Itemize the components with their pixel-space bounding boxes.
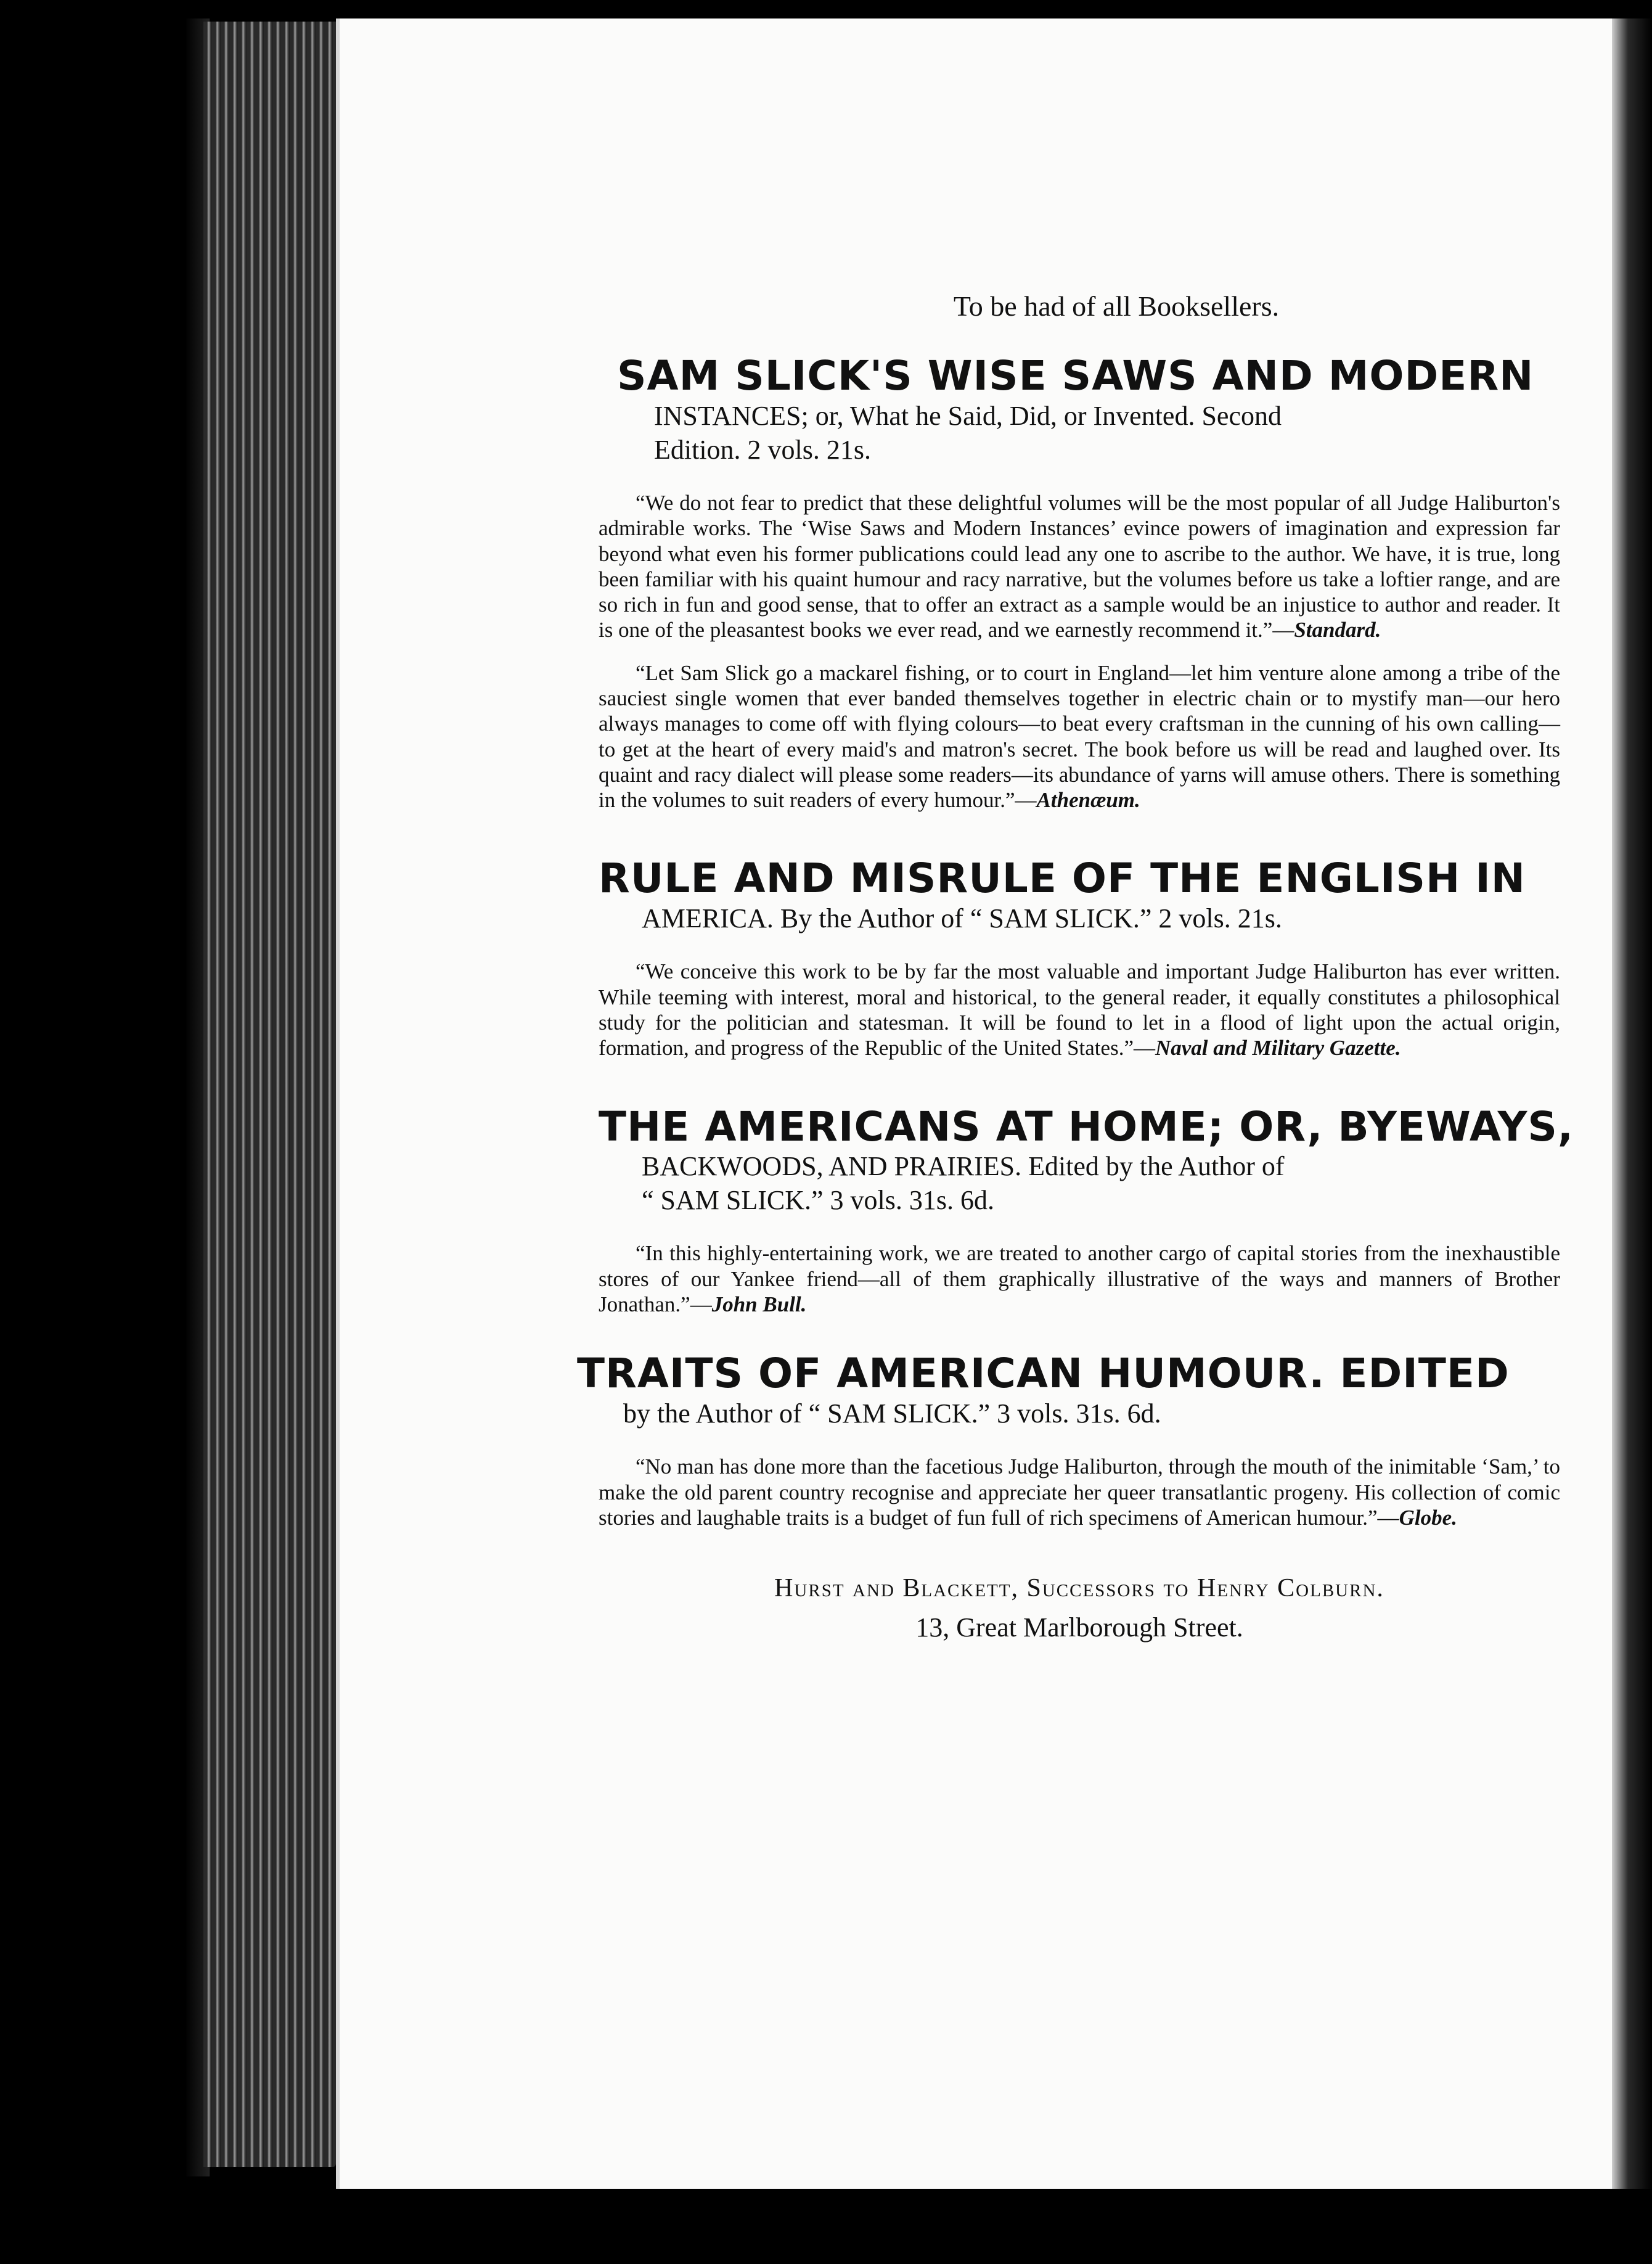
- review-text: “In this highly-entertaining work, we are treated to another cargo of capital stories from the inexhaustible stores of our Yankee friend—all of them graphically illustrative of the ways and manners of Brother Jonathan.”—: [599, 1241, 1560, 1317]
- review-source: Standard.: [1294, 618, 1381, 642]
- listing-title: RULE AND MISRULE OF THE ENGLISH IN: [599, 855, 1526, 903]
- book-listing-americans-at-home: [599, 1102, 1574, 1318]
- listing-subtitle: BACKWOODS, AND PRAIRIES. Edited by the Author of: [642, 1151, 1285, 1182]
- book-listing-wise-saws: [599, 353, 1560, 813]
- review-quote: [599, 959, 1560, 1060]
- listing-edition: Edition. 2 vols. 21s.: [654, 434, 872, 465]
- review-quote: [599, 660, 1560, 813]
- publisher-footer: [599, 1573, 1560, 1643]
- publisher-address: 13, Great Marlborough Street.: [915, 1612, 1243, 1643]
- review-text: “We conceive this work to be by far the most valuable and important Judge Haliburton has ever written. While teeming with interest, moral and historical, to the general reader, it equally constitutes a philosophical study for the politician and statesman. It will be found to let in a flood of light upon the actual origin, formation, and progress of the Republic of the United States.”—: [599, 959, 1560, 1060]
- listing-subtitle: AMERICA. By the Author of “ SAM SLICK.” 2 vols. 21s.: [642, 903, 1282, 934]
- review-source: Globe.: [1399, 1505, 1457, 1530]
- review-text: “No man has done more than the facetious Judge Haliburton, through the mouth of the inimitable ‘Sam,’ to make the old parent country recognise and appreciate her queer transatlantic progeny. His collection of comic stories and laughable traits is a budget of fun full of rich specimens of American humour.”—: [599, 1454, 1560, 1530]
- book-listing-traits-of-american-humour: [577, 1350, 1560, 1530]
- book-listing-rule-and-misrule: [599, 856, 1560, 1060]
- review-quote: [599, 490, 1560, 643]
- review-source: Athenæum.: [1036, 788, 1140, 813]
- review-text: “Let Sam Slick go a mackarel fishing, or to court in England—let him venture alone among a tribe of the sauciest single women that ever banded themselves together in electric chain or to mystify man—our hero always manages to come off with flying colours—to beat every craftsman in the cunning of his own calling—to get at the heart of every maid's and matron's secret. The book before us will be read and laughed over. Its quaint and racy dialect will please some readers—its abundance of yarns will amuse others. There is something in the volumes to suit readers of every humour.”—: [599, 660, 1560, 813]
- page-right-edge: [1612, 18, 1652, 2189]
- book-page-edges: [203, 22, 336, 2167]
- listing-edition: “ SAM SLICK.” 3 vols. 31s. 6d.: [642, 1185, 995, 1216]
- review-source: Naval and Military Gazette.: [1155, 1036, 1401, 1060]
- review-quote: [599, 1454, 1560, 1530]
- review-text: “We do not fear to predict that these delightful volumes will be the most popular of all Judge Haliburton's admirable works. The ‘Wise Saws and Modern Instances’ evince powers of imagination and expression far beyond what even his former publications could lead any one to ascribe to the author. We have, it is true, long been familiar with his quaint humour and racy narrative, but the volumes before us take a loftier range, and are so rich in fun and good sense, that to offer an extract as a sample would be an injustice to author and reader. It is one of the pleasantest books we ever read, and we earnestly recommend it.”—: [599, 490, 1560, 642]
- listing-subtitle: by the Author of “ SAM SLICK.” 3 vols. 31s. 6d.: [623, 1398, 1161, 1429]
- listing-title: SAM SLICK'S WISE SAWS AND MODERN: [617, 352, 1534, 400]
- listing-title: TRAITS OF AMERICAN HUMOUR. EDITED: [577, 1350, 1510, 1398]
- advertisement-content: [577, 290, 1574, 1643]
- listing-subtitle: INSTANCES; or, What he Said, Did, or Invented. Second: [654, 400, 1282, 431]
- book-page: [336, 18, 1612, 2189]
- listing-title: THE AMERICANS AT HOME; OR, BYEWAYS,: [599, 1102, 1574, 1150]
- intro-line: To be had of all Booksellers.: [953, 290, 1280, 322]
- publisher-name: Hurst and Blackett, Successors to Henry Colburn.: [774, 1574, 1384, 1603]
- review-source: John Bull.: [711, 1292, 807, 1317]
- review-quote: [599, 1241, 1560, 1317]
